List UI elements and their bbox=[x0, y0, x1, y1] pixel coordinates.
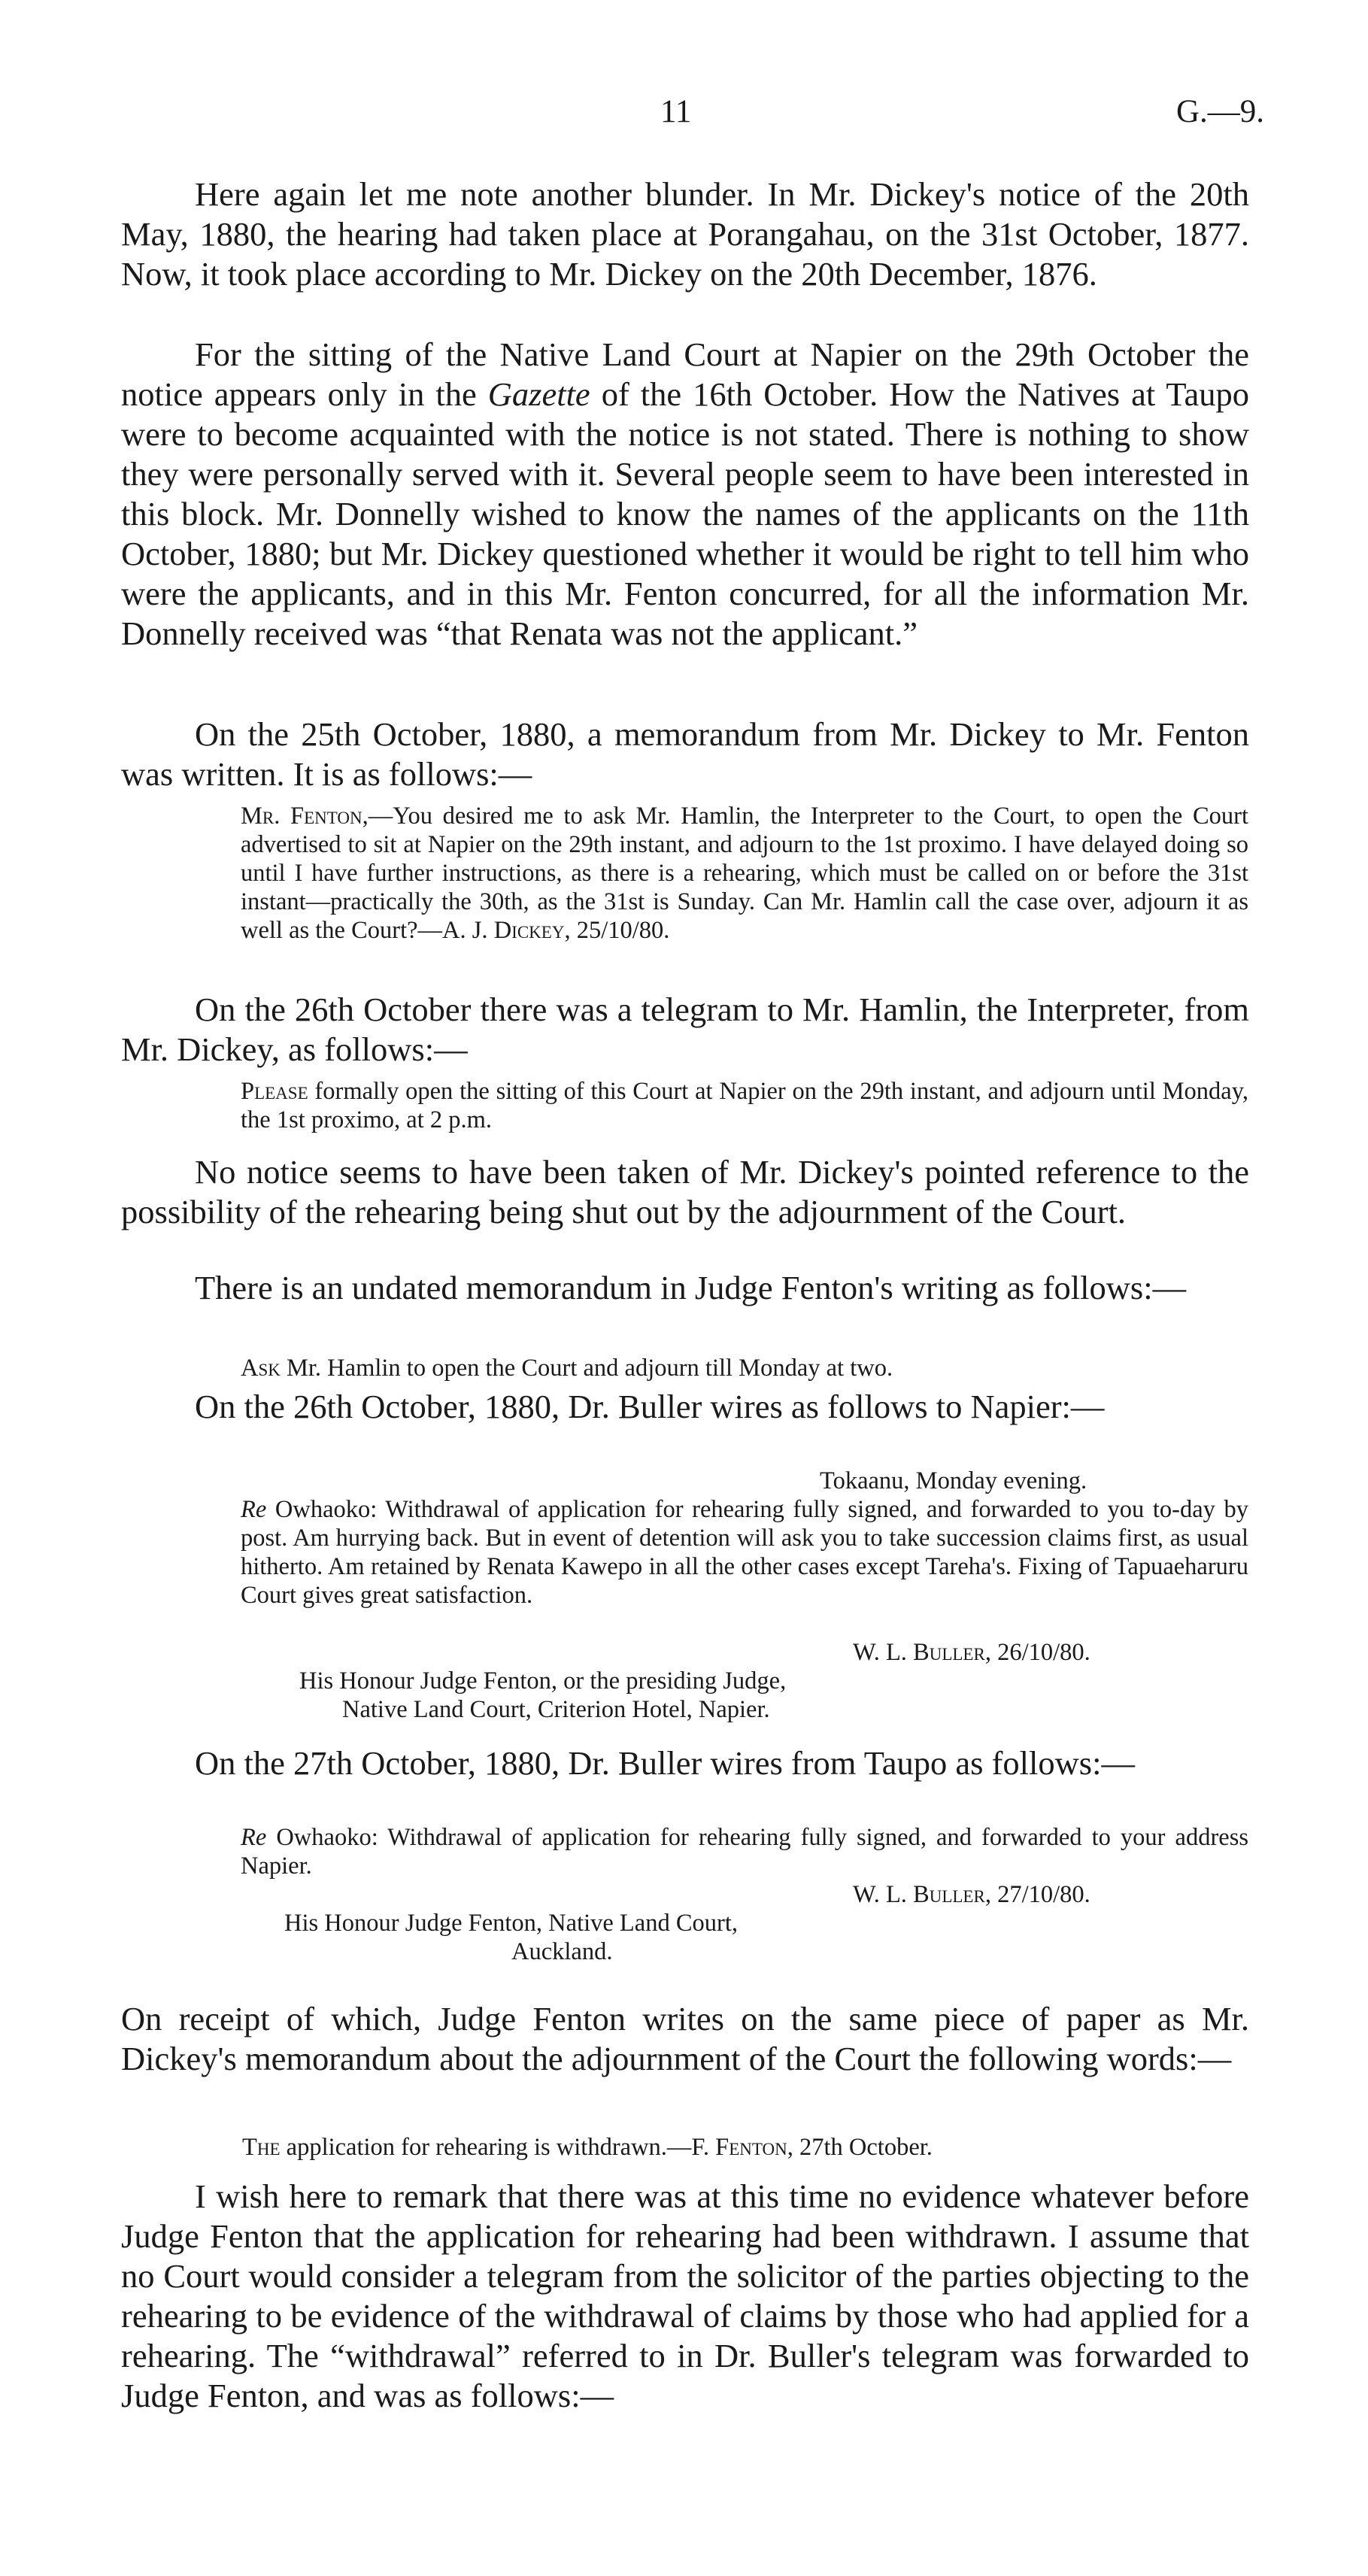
paragraph-telegram-hamlin-intro: On the 26th October there was a telegram to Mr. Hamlin, the Interpreter, from Mr. Dickey, as follows:— bbox=[121, 991, 1249, 1068]
memorandum-fenton bbox=[241, 1354, 1248, 1382]
memorandum-withdrawn bbox=[242, 2133, 933, 2162]
memo2-body: Mr. Hamlin to open the Court and adjourn till Monday at two. bbox=[280, 1355, 893, 1382]
paragraph-memorandum-intro: On the 25th October, 1880, a memorandum from Mr. Dickey to Mr. Fenton was written. It is as follows:— bbox=[121, 715, 1249, 793]
memorandum-dickey bbox=[241, 802, 1248, 945]
telegram2-sig-prefix: W. L. bbox=[853, 1639, 914, 1666]
telegram-buller-2 bbox=[241, 1823, 1248, 1880]
paragraph-napier-sitting-end: of the 16th October. How the Natives at Taupo were to become acquainted with the notice is not stated. There is nothing to show they were personally served with it. Several people seem to have been interested in this block. Mr. Donnelly wished to know the names of the applicants on the 11th October, 1880; but Mr. Dickey questioned whether it would be right to tell him who were the applicants, and in this Mr. Fenton concurred, for all the information Mr. Donnelly received was “that Renata was not the applicant.” bbox=[121, 375, 1249, 652]
telegram3-address-1: His Honour Judge Fenton, Native Land Court, bbox=[284, 1910, 738, 1937]
document-code: G.—9. bbox=[1176, 94, 1265, 129]
telegram3-signature bbox=[853, 1880, 1090, 1909]
paragraph-undated-memo: There is an undated memorandum in Judge Fenton's writing as follows:— bbox=[195, 1269, 1187, 1306]
memo-addressee: Mr. Fenton, bbox=[241, 803, 369, 830]
paragraph-napier-sitting-start: For the sitting of the Native Land Court at Napier on the 29th October the notice appears only in the bbox=[121, 335, 1249, 413]
memo-body: —You desired me to ask Mr. Hamlin, the Interpreter to the Court, to open the Court advertised to sit at Napier on the 29th instant, and adjourn to the 1st proximo. I have delayed doing so until I have further instructions, as there is a rehearing, which must be called on or before the 31st instant—practically the 30th, as the 31st is Sunday. Can Mr. Hamlin call the case over, adjourn it as well as the Court?—A. J. bbox=[241, 803, 1248, 944]
telegram-buller-1 bbox=[241, 1495, 1248, 1610]
telegram3-sig-prefix: W. L. bbox=[853, 1881, 914, 1908]
paragraph-no-notice: No notice seems to have been taken of Mr. Dickey's pointed reference to the possibility of the rehearing being shut out by the adjournment of the Court. bbox=[121, 1153, 1249, 1230]
telegram-lead-word: Please bbox=[241, 1078, 308, 1105]
telegram2-sig-date: , 26/10/80. bbox=[984, 1639, 1090, 1666]
memo3-date: , 27th October. bbox=[787, 2134, 933, 2161]
memo-signer: Dickey bbox=[493, 917, 565, 944]
telegram2-address-2: Native Land Court, Criterion Hotel, Napier. bbox=[342, 1696, 770, 1723]
telegram3-body: Owhaoko: Withdrawal of application for rehearing fully signed, and forwarded to your address Napier. bbox=[241, 1824, 1248, 1880]
telegram2-address-1: His Honour Judge Fenton, or the presiding Judge, bbox=[299, 1667, 787, 1695]
telegram2-body: Owhaoko: Withdrawal of application for rehearing fully signed, and forwarded to you to-day by post. Am hurrying back. But in event of detention will ask you to take succession claims first, as usual hitherto. Am retained by Renata Kawepo in all the other cases except Tareha's. Fixing of Tapuaeharuru Court gives great satisfaction. bbox=[241, 1496, 1248, 1609]
telegram3-sig-name: Buller bbox=[913, 1881, 985, 1908]
memo3-body: application for rehearing is withdrawn.—F. bbox=[280, 2134, 716, 2161]
paragraph-fenton-writes: On receipt of which, Judge Fenton writes on the same piece of paper as Mr. Dickey's memorandum about the adjournment of the Court the following words:— bbox=[121, 2000, 1249, 2077]
paragraph-buller-wire-2: On the 27th October, 1880, Dr. Buller wires from Taupo as follows:— bbox=[195, 1744, 1135, 1782]
paragraph-napier-sitting bbox=[121, 335, 1249, 654]
telegram3-address-2: Auckland. bbox=[511, 1938, 613, 1965]
memo-date: , 25/10/80. bbox=[564, 917, 670, 944]
telegram3-re: Re bbox=[241, 1824, 267, 1851]
gazette-title: Gazette bbox=[487, 375, 590, 413]
paragraph-buller-wire-1: On the 26th October, 1880, Dr. Buller wires as follows to Napier:— bbox=[195, 1388, 1105, 1425]
memo2-lead-word: Ask bbox=[241, 1355, 281, 1382]
telegram2-sig-name: Buller bbox=[913, 1639, 985, 1666]
memo3-signer: Fenton bbox=[715, 2134, 787, 2161]
paragraph-no-evidence: I wish here to remark that there was at this time no evidence whatever before Judge Fenton that the application for rehearing had been withdrawn. I assume that no Court would consider a telegram from the solicitor of the parties objecting to the rehearing to be evidence of the withdrawal of claims by those who had applied for a rehearing. The “withdrawal” referred to in Dr. Buller's telegram was forwarded to Judge Fenton, and was as follows:— bbox=[121, 2177, 1249, 2414]
memo3-lead-word: The bbox=[242, 2134, 281, 2161]
page-number: 11 bbox=[660, 94, 692, 129]
telegram2-place-time: Tokaanu, Monday evening. bbox=[820, 1467, 1087, 1494]
telegram-to-hamlin bbox=[241, 1077, 1248, 1134]
telegram2-signature bbox=[853, 1638, 1090, 1667]
telegram3-sig-date: , 27/10/80. bbox=[984, 1881, 1090, 1908]
paragraph-blunder: Here again let me note another blunder. In Mr. Dickey's notice of the 20th May, 1880, the hearing had taken place at Porangahau, on the 31st October, 1877. Now, it took place according to Mr. Dickey on the 20th December, 1876. bbox=[121, 175, 1249, 293]
telegram-body: formally open the sitting of this Court at Napier on the 29th instant, and adjourn until Monday, the 1st proximo, at 2 p.m. bbox=[241, 1078, 1248, 1133]
telegram2-re: Re bbox=[241, 1496, 267, 1523]
